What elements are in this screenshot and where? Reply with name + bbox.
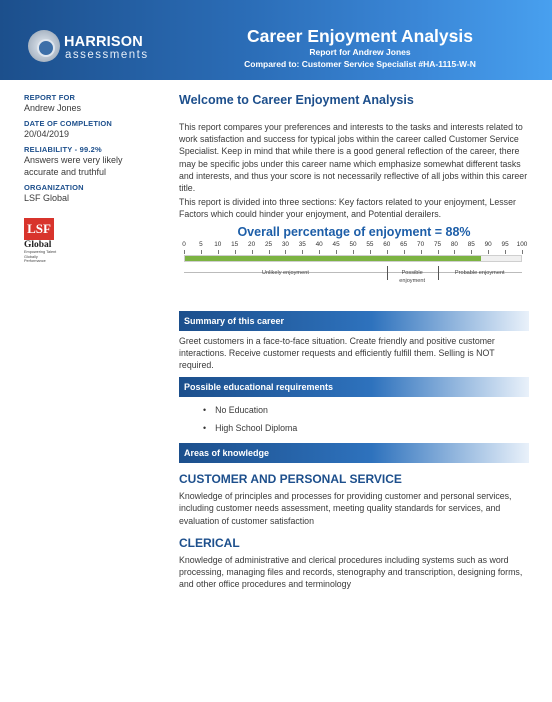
zone-label: Possible enjoyment xyxy=(399,269,426,284)
summary-text: Greet customers in a face-to-face situation. Create friendly and positive customer interactions. Receive customer requests and efficiently fulfill them. Selling is NOT required. xyxy=(179,335,495,371)
welcome-heading: Welcome to Career Enjoyment Analysis xyxy=(179,93,414,107)
main-content xyxy=(179,93,529,592)
zone-divider xyxy=(387,266,388,280)
lsf-global-logo xyxy=(24,218,60,264)
scale-tick-label: 75 xyxy=(433,240,442,248)
scale-tick-label: 10 xyxy=(214,240,222,248)
scale-tick-label: 50 xyxy=(349,240,357,248)
report-header xyxy=(0,0,552,80)
scale-tick-label: 20 xyxy=(248,240,256,248)
zone-label: Unlikely enjoyment xyxy=(261,269,309,276)
enjoyment-bar-track xyxy=(184,255,522,262)
scale-tick-label: 70 xyxy=(417,240,425,248)
knowledge-title-clerical: CLERICAL xyxy=(179,535,240,550)
summary-heading: Summary of this career xyxy=(179,311,529,331)
education-list xyxy=(179,401,529,437)
list-item: • High School Diploma xyxy=(203,419,529,437)
scale-tick-mark xyxy=(353,250,354,254)
scale-tick-mark xyxy=(370,250,371,254)
scale-tick-mark xyxy=(201,250,202,254)
page-title: Career Enjoyment Analysis xyxy=(247,26,473,46)
scale-tick-mark xyxy=(421,250,422,254)
scale-tick-label: 80 xyxy=(450,240,458,248)
scale-tick-label: 100 xyxy=(516,240,528,248)
scale-tick-mark xyxy=(387,250,388,254)
lsf-logo-tagline: Empowering Talent Globally Performance xyxy=(24,250,57,263)
knowledge-text-customer-service: Knowledge of principles and processes for providing customer and personal services, including customer needs assessment, meeting quality standards for services, and evaluation of customer satisfaction xyxy=(179,491,512,526)
education-heading: Possible educational requirements xyxy=(179,377,529,397)
harrison-logo-icon xyxy=(28,30,60,62)
scale-tick-mark xyxy=(505,250,506,254)
intro-paragraph-2: This report is divided into three sections: Key factors related to your enjoyment, Lesser Factors which could hinder your enjoyment, and Potential derailers. xyxy=(179,197,516,220)
scale-tick-label: 85 xyxy=(467,240,475,248)
lsf-logo-box: LSF xyxy=(24,218,54,240)
date-value: 20/04/2019 xyxy=(24,129,70,139)
knowledge-title-customer-service: CUSTOMER AND PERSONAL SERVICE xyxy=(179,472,402,487)
scale-tick-label: 95 xyxy=(501,240,509,248)
enjoyment-scale xyxy=(179,241,529,305)
scale-tick-mark xyxy=(235,250,236,254)
scale-tick-label: 55 xyxy=(366,240,374,248)
logo-text-assessments: assessments xyxy=(65,49,149,61)
scale-tick-mark xyxy=(522,250,523,254)
scale-tick-label: 65 xyxy=(400,240,408,248)
scale-tick-mark xyxy=(252,250,253,254)
intro-paragraph-1: This report compares your preferences and interests to the tasks and interests related to work satisfaction and success for typical jobs within the career called Customer Service Specialist. Keep in mind that while there is a good general reflection of the career, there may be specific jobs under this career name which emphasize somewhat different tasks and interests, and thus your score is not necessarily reflective of all jobs within this career title. xyxy=(179,122,528,194)
scale-tick-label: 45 xyxy=(332,240,340,248)
report-for-label: REPORT FOR xyxy=(24,93,76,102)
scale-tick-label: 5 xyxy=(199,240,203,248)
scale-tick-label: 40 xyxy=(315,240,323,248)
scale-tick-mark xyxy=(404,250,405,254)
enjoyment-gauge xyxy=(179,225,529,305)
zone-label: Probable enjoyment xyxy=(454,269,505,276)
reliability-value: Answers were very likely accurate and truthful xyxy=(24,155,123,177)
scale-tick-mark xyxy=(438,250,439,254)
knowledge-heading: Areas of knowledge xyxy=(179,443,529,463)
knowledge-text-clerical: Knowledge of administrative and clerical procedures including systems such as word processing, managing files and records, stenography and transcription, designing forms, and other office procedures and terminology xyxy=(179,554,523,590)
scale-tick-mark xyxy=(285,250,286,254)
organization-value: LSF Global xyxy=(24,193,70,203)
scale-tick-mark xyxy=(336,250,337,254)
enjoyment-title: Overall percentage of enjoyment = 88% xyxy=(237,224,471,239)
report-for-subtitle: Report for Andrew Jones xyxy=(309,47,411,57)
scale-tick-mark xyxy=(454,250,455,254)
scale-tick-mark xyxy=(269,250,270,254)
scale-tick-label: 90 xyxy=(484,240,492,248)
compared-to-subtitle: Compared to: Customer Service Specialist #HA-1115-W-N xyxy=(244,59,476,69)
sidebar xyxy=(24,93,149,264)
scale-tick-mark xyxy=(488,250,489,254)
scale-tick-label: 15 xyxy=(231,240,239,248)
scale-tick-label: 30 xyxy=(281,240,289,248)
scale-tick-mark xyxy=(218,250,219,254)
organization-label: ORGANIZATION xyxy=(24,183,84,192)
scale-tick-mark xyxy=(471,250,472,254)
logo-text-harrison: HARRISON xyxy=(64,34,143,50)
lsf-logo-text: Global xyxy=(24,240,52,250)
scale-tick-mark xyxy=(184,250,185,254)
zone-divider xyxy=(438,266,439,280)
scale-tick-label: 0 xyxy=(182,240,186,248)
date-label: DATE OF COMPLETION xyxy=(24,119,113,128)
scale-tick-label: 35 xyxy=(298,240,306,248)
list-item: • No Education xyxy=(203,401,529,419)
harrison-logo xyxy=(28,30,168,64)
enjoyment-bar-fill xyxy=(185,256,481,261)
scale-tick-label: 60 xyxy=(383,240,391,248)
scale-tick-label: 25 xyxy=(264,240,273,248)
report-for-value: Andrew Jones xyxy=(24,103,82,113)
scale-tick-mark xyxy=(302,250,303,254)
reliability-label: RELIABILITY - 99.2% xyxy=(24,145,102,154)
scale-tick-mark xyxy=(319,250,320,254)
